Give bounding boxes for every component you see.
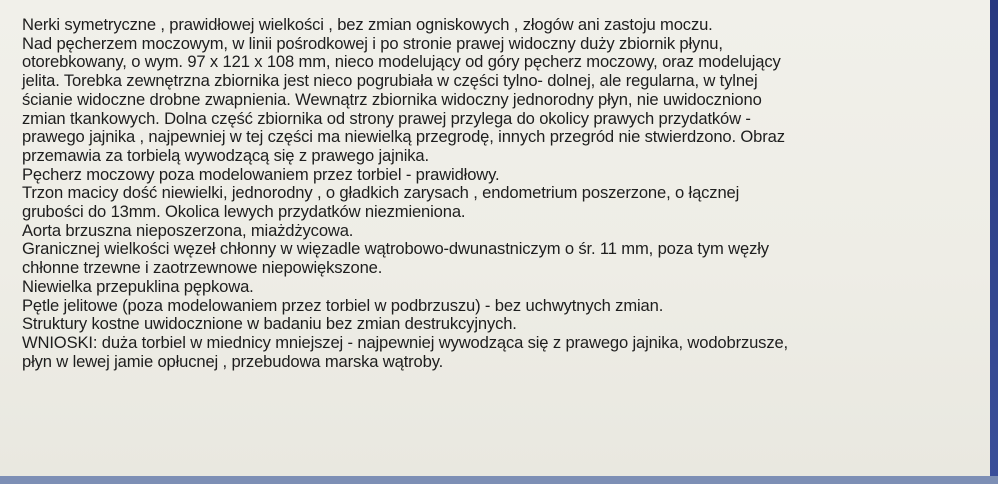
report-line-1: Nerki symetryczne , prawidłowej wielkości , bez zmian ogniskowych , złogów ani zastoju moczu.	[22, 15, 713, 34]
report-line-5: ścianie widoczne drobne zwapnienia. Wewnątrz zbiornika widoczny jednorodny płyn, nie uwidoczniono	[22, 89, 762, 109]
report-line-15: Niewielka przepuklina pępkowa.	[22, 276, 254, 296]
report-line-16: Pętle jelitowe (poza modelowaniem przez torbiel w podbrzuszu) - bez uchwytnych zmian.	[22, 295, 664, 315]
report-line-4: jelita. Torebka zewnętrzna zbiornika jest nieco pogrubiała w części tylno- dolnej, ale regularna, w tylnej	[22, 71, 758, 91]
report-line-12: Aorta brzuszna nieposzerzona, miażdżycowa.	[22, 220, 354, 240]
report-line-19: płyn w lewej jamie opłucnej , przebudowa marska wątroby.	[22, 351, 444, 371]
report-line-8: przemawia za torbielą wywodzącą się z prawego jajnika.	[22, 145, 429, 165]
report-line-14: chłonne trzewne i zaotrzewnowe niepowiększone.	[22, 258, 383, 278]
report-line-9: Pęcherz moczowy poza modelowaniem przez torbiel - prawidłowy.	[22, 164, 500, 184]
report-line-17: Struktury kostne uwidocznione w badaniu bez zmian destrukcyjnych.	[22, 314, 517, 334]
report-line-18: WNIOSKI: duża torbiel w miednicy mniejszej - najpewniej wywodząca się z prawego jajnika, wodobrzusze,	[22, 332, 789, 352]
report-line-7: prawego jajnika , najpewniej w tej części ma niewielką przegrodę, innych przegród nie stwierdzono. Obraz	[22, 127, 785, 147]
report-line-6: zmian tkankowych. Dolna część zbiornika od strony prawej przylega do okolicy prawych przydatków -	[22, 108, 751, 128]
report-line-11: grubości do 13mm. Okolica lewych przydatków niezmieniona.	[22, 202, 466, 222]
ultrasound-report-text	[22, 16, 982, 371]
report-line-13: Granicznej wielkości węzeł chłonny w więzadle wątrobowo-dwunastniczym o śr. 11 mm, poza tym węzły	[22, 239, 769, 259]
background-edge-right	[990, 0, 998, 484]
report-line-10: Trzon macicy dość niewielki, jednorodny , o gładkich zarysach , endometrium poszerzone, o łącznej	[22, 183, 740, 203]
report-line-3: otorebkowany, o wym. 97 x 121 x 108 mm, nieco modelujący od góry pęcherz moczowy, oraz modelujący	[22, 52, 781, 72]
background-edge-bottom	[0, 476, 998, 484]
report-line-2: Nad pęcherzem moczowym, w linii pośrodkowej i po stronie prawej widoczny duży zbiornik płynu,	[22, 33, 723, 53]
